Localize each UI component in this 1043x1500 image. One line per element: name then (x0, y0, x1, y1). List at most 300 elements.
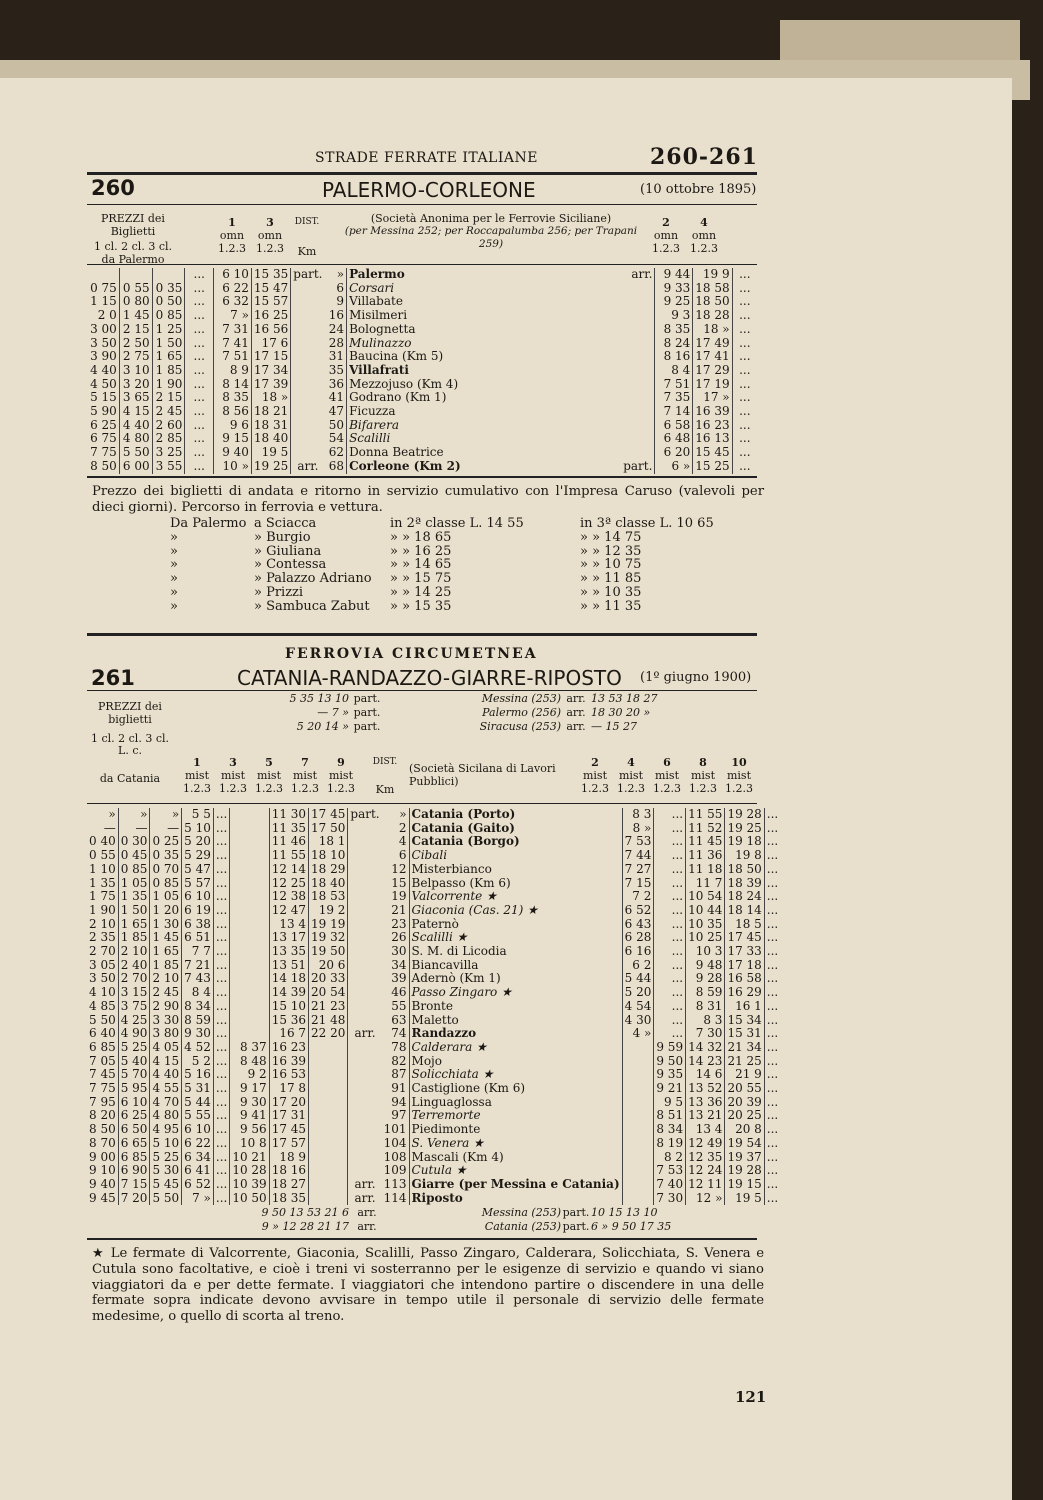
cell: 18 31 (251, 419, 290, 433)
cell: Catania (Porto) (409, 808, 622, 822)
cell: 15 (391, 875, 407, 890)
cell: 5 95 (118, 1082, 150, 1096)
cell (621, 446, 655, 460)
cell: 3 20 (119, 378, 152, 392)
cell (230, 822, 269, 836)
cell: 1 65 (150, 945, 182, 959)
table-row (87, 391, 757, 405)
table-row (87, 945, 780, 959)
cell: ... (213, 1192, 229, 1206)
cell: ... (185, 323, 214, 337)
cell: 7 95 (89, 1094, 116, 1109)
cell: ... (654, 986, 686, 1000)
timetable-260 (87, 172, 757, 472)
cell: 7 30 (654, 1192, 686, 1206)
cell: 13 52 (686, 1082, 725, 1096)
cell (348, 822, 382, 836)
cell (348, 945, 382, 959)
table-row (87, 1055, 780, 1069)
train-header: 10 mist 1.2.3 (725, 756, 753, 795)
cell: 9 6 (214, 419, 252, 433)
cell: 21 23 (309, 1000, 348, 1014)
cell (87, 268, 119, 282)
cell (152, 268, 185, 282)
cell: 7 44 (622, 849, 654, 863)
cell (309, 1041, 348, 1055)
cell: 10 54 (686, 890, 725, 904)
table-number: 261 (91, 666, 135, 690)
fare-list-260 (170, 517, 740, 614)
cell: ... (654, 931, 686, 945)
cell: 0 85 (150, 877, 182, 891)
fare-field: » (170, 571, 178, 587)
connections-bottom (179, 1206, 757, 1234)
cell (230, 1027, 269, 1041)
cell: — (150, 822, 182, 836)
cell: 15 35 (251, 268, 290, 282)
connection-field: arr. (566, 720, 586, 733)
cell: 5 2 (182, 1055, 214, 1069)
cell: 17 41 (693, 350, 732, 364)
cell: 21 48 (309, 1014, 348, 1028)
connection-field: 9 » 12 28 21 17 (261, 1220, 349, 1233)
cell: ... (764, 822, 780, 836)
cell: 19 8 (725, 849, 764, 863)
cell: 50 (328, 417, 345, 432)
train-1-header: 1 omn 1.2.3 (218, 216, 246, 255)
cell (621, 337, 655, 351)
cell: 2 35 (89, 930, 116, 945)
cell: 14 23 (686, 1055, 725, 1069)
cell: ... (654, 904, 686, 918)
cell: 2 85 (152, 432, 185, 446)
cell: 14 6 (686, 1068, 725, 1082)
cell: Corleone (Km 2) (347, 460, 622, 474)
fare-field: » (170, 543, 178, 559)
fare-field: » » 16 25 (390, 543, 452, 559)
cell (348, 972, 382, 986)
cell: 10 8 (230, 1137, 269, 1151)
cell (291, 432, 325, 446)
cell: 9 48 (686, 959, 725, 973)
cell: ... (654, 1027, 686, 1041)
cell: ... (764, 1055, 780, 1069)
cell: 6 28 (622, 931, 654, 945)
cell (348, 863, 382, 877)
cell (119, 268, 152, 282)
cell: 28 (328, 335, 345, 350)
cell: 10 44 (686, 904, 725, 918)
cell: 4 25 (118, 1014, 150, 1028)
cell: 8 9 (214, 364, 252, 378)
cell: 12 24 (686, 1164, 725, 1178)
cell: 2 (398, 820, 407, 835)
cell: 17 29 (693, 364, 732, 378)
fare-field: » » 12 35 (580, 543, 642, 559)
cell: 16 39 (269, 1055, 308, 1069)
connection-field: 13 53 18 27 (591, 692, 658, 705)
cell: 0 80 (119, 295, 152, 309)
fare-field: » » 14 25 (390, 584, 452, 600)
cell: ... (185, 391, 214, 405)
cell: 5 30 (150, 1164, 182, 1178)
table-title: CATANIA-RANDAZZO-GIARRE-RIPOSTO (237, 666, 622, 690)
cell: 14 18 (269, 972, 308, 986)
cell: 1 50 (118, 904, 150, 918)
cell: 11 55 (269, 849, 308, 863)
cell: Palermo (347, 268, 622, 282)
cell: — (103, 820, 116, 835)
cell: 1 65 (118, 918, 150, 932)
cell: 8 59 (182, 1014, 214, 1028)
cell: 18 » (251, 391, 290, 405)
cell: ... (185, 350, 214, 364)
cell: ... (764, 1164, 780, 1178)
cell: ... (185, 337, 214, 351)
fare-field: Da Palermo (170, 516, 247, 531)
cell: Mojo (409, 1055, 622, 1069)
table-row (87, 849, 780, 863)
table-date: (10 ottobre 1895) (640, 182, 757, 197)
cell: 6 51 (182, 931, 214, 945)
cell: 0 45 (118, 849, 150, 863)
cell: 1 90 (152, 378, 185, 392)
table-row (87, 1027, 780, 1041)
cell: 4 10 (89, 985, 116, 1000)
table-row (87, 432, 757, 446)
cell: » (336, 267, 345, 281)
cell: 17 20 (269, 1096, 308, 1110)
table-row (87, 309, 757, 323)
cell: 1 25 (152, 323, 185, 337)
cell: ... (764, 986, 780, 1000)
cell: 13 35 (269, 945, 308, 959)
cell (230, 972, 269, 986)
cell: 19 28 (725, 808, 764, 822)
cell: Godrano (Km 1) (347, 391, 622, 405)
cell: 6 43 (622, 918, 654, 932)
cell: 0 35 (150, 849, 182, 863)
cell (230, 986, 269, 1000)
cell (348, 1082, 382, 1096)
fare-field: » Prizzi (254, 584, 304, 600)
cell (291, 378, 325, 392)
table-row (87, 1137, 780, 1151)
cell: ... (213, 918, 229, 932)
cell: 10 50 (230, 1192, 269, 1206)
cell: Mulinazzo (347, 337, 622, 351)
cell: 16 58 (725, 972, 764, 986)
cell: 21 9 (725, 1068, 764, 1082)
cell: 9 (336, 294, 345, 309)
cell: ... (654, 808, 686, 822)
cell: 18 28 (693, 309, 732, 323)
cell: 9 15 (214, 432, 252, 446)
train-header: 6 mist 1.2.3 (653, 756, 681, 795)
cell: 17 33 (725, 945, 764, 959)
connection-field: arr. (357, 1220, 377, 1233)
cell: 2 45 (152, 405, 185, 419)
cell: ... (764, 863, 780, 877)
cell (622, 1109, 654, 1123)
train-header: 1 mist 1.2.3 (183, 756, 211, 795)
cell (309, 1123, 348, 1137)
table-row (87, 822, 780, 836)
table-row (87, 1123, 780, 1137)
cell: ... (764, 1178, 780, 1192)
cell: 41 (328, 390, 345, 405)
cell: 18 53 (309, 890, 348, 904)
cell: 18 35 (269, 1192, 308, 1206)
cell: ... (213, 986, 229, 1000)
cell: 17 45 (725, 931, 764, 945)
cell: 16 7 (269, 1027, 308, 1041)
cell: 1 35 (118, 890, 150, 904)
cell (622, 1192, 654, 1206)
cell: ... (764, 1192, 780, 1206)
cell: 12 38 (269, 890, 308, 904)
cell (230, 808, 269, 822)
connection-field: part. (562, 1220, 590, 1233)
cell: 4 54 (622, 1000, 654, 1014)
cell: ... (654, 890, 686, 904)
cell: 16 (328, 308, 345, 323)
cell: Randazzo (409, 1027, 622, 1041)
cell: 91 (391, 1081, 407, 1096)
cell: ... (213, 1096, 229, 1110)
cell (621, 323, 655, 337)
cell: 15 36 (269, 1014, 308, 1028)
table-row (87, 1178, 780, 1192)
cell: ... (185, 460, 214, 474)
table-row (87, 972, 780, 986)
cell (622, 1096, 654, 1110)
cell: 17 45 (309, 808, 348, 822)
cell (622, 1151, 654, 1165)
fare-field: » Contessa (254, 557, 327, 573)
cell: » (399, 807, 407, 821)
cell: ... (732, 432, 757, 446)
cell (348, 1041, 382, 1055)
fare-field: » » 15 75 (390, 571, 452, 587)
cell: 2 0 (97, 308, 117, 323)
prezzi-header: PREZZI dei Biglietti (101, 212, 165, 238)
table-row (87, 1014, 780, 1028)
cell: 16 23 (693, 419, 732, 433)
cell: ... (213, 808, 229, 822)
cell (309, 1137, 348, 1151)
cell: 16 29 (725, 986, 764, 1000)
connection-field: part. (353, 706, 381, 719)
cell: 3 25 (152, 446, 185, 460)
cell: 0 30 (118, 835, 150, 849)
cell: 3 05 (89, 957, 116, 972)
cell: 2 60 (152, 419, 185, 433)
class-header (87, 240, 179, 253)
cell (348, 986, 382, 1000)
table-row (87, 419, 757, 433)
cell: 9 41 (230, 1109, 269, 1123)
cell: ... (213, 1178, 229, 1192)
cell: Bronte (409, 1000, 622, 1014)
cell: 7 30 (686, 1027, 725, 1041)
table-row (87, 1151, 780, 1165)
cell: 10 » (214, 460, 252, 474)
cell (348, 1137, 382, 1151)
cell: 14 32 (686, 1041, 725, 1055)
cell: 8 48 (230, 1055, 269, 1069)
cell: ... (185, 268, 214, 282)
cell (348, 1123, 382, 1137)
cell (230, 877, 269, 891)
cell: 6 10 (214, 268, 252, 282)
cell: Castiglione (Km 6) (409, 1082, 622, 1096)
cell: Catania (Borgo) (409, 835, 622, 849)
cell: 19 18 (725, 835, 764, 849)
cell: ... (213, 1068, 229, 1082)
cell: 20 39 (725, 1096, 764, 1110)
cell: 12 (391, 861, 407, 876)
cell: 3 15 (118, 986, 150, 1000)
cell (348, 1109, 382, 1123)
table-row (87, 808, 780, 822)
cell: 7 43 (182, 972, 214, 986)
connection-line (179, 720, 757, 734)
cell: 2 10 (118, 945, 150, 959)
cell: ... (764, 1041, 780, 1055)
cell: ... (764, 835, 780, 849)
cell: 10 25 (686, 931, 725, 945)
cell (622, 1068, 654, 1082)
cell: 6 48 (655, 432, 693, 446)
cell (309, 1192, 348, 1206)
cell: 16 1 (725, 1000, 764, 1014)
da-label: da Palermo (101, 253, 165, 266)
cell: ... (213, 1027, 229, 1041)
cell: 9 5 (654, 1096, 686, 1110)
cell: 17 39 (251, 378, 290, 392)
cell: 5 47 (182, 863, 214, 877)
cell: ... (764, 877, 780, 891)
fare-line (170, 531, 740, 545)
table-row (87, 863, 780, 877)
cell: 8 4 (182, 986, 214, 1000)
cell: 10 3 (686, 945, 725, 959)
cell: 6 38 (182, 918, 214, 932)
table-row (87, 835, 780, 849)
cell: 17 45 (269, 1123, 308, 1137)
cell: 4 30 (622, 1014, 654, 1028)
fare-line (170, 558, 740, 572)
cell: 7 » (214, 309, 252, 323)
cell (348, 1068, 382, 1082)
cell: ... (654, 863, 686, 877)
cell: 36 (328, 376, 345, 391)
cell (348, 1055, 382, 1069)
cell: 7 21 (182, 959, 214, 973)
cell: Scalilli (347, 432, 622, 446)
cell (622, 1178, 654, 1192)
units: L. c. (118, 744, 142, 757)
cell: 6 00 (119, 460, 152, 474)
cell: 1 75 (89, 889, 116, 904)
connection-field: Siracusa (253) (479, 720, 561, 733)
cell: ... (185, 364, 214, 378)
cell: Calderara ★ (409, 1041, 622, 1055)
cell: ... (654, 1014, 686, 1028)
cell: Catania (Gaito) (409, 822, 622, 836)
cell: 2 15 (152, 391, 185, 405)
cell: 19 2 (309, 904, 348, 918)
cell (309, 1082, 348, 1096)
cell: 9 17 (230, 1082, 269, 1096)
cell: Giarre (per Messina e Catania) (409, 1178, 622, 1192)
cell (348, 904, 382, 918)
table-row (87, 1096, 780, 1110)
cell: 6 65 (118, 1137, 150, 1151)
cell: 2 10 (89, 916, 116, 931)
cell (622, 1055, 654, 1069)
cell (621, 309, 655, 323)
fare-field: » » 14 65 (390, 557, 452, 573)
cell: 8 2 (654, 1151, 686, 1165)
cell: 8 19 (654, 1137, 686, 1151)
cell: 12 35 (686, 1151, 725, 1165)
cell: 4 90 (118, 1027, 150, 1041)
cell: 7 15 (622, 877, 654, 891)
cell: Mezzojuso (Km 4) (347, 378, 622, 392)
cell: 1 35 (89, 875, 116, 890)
cell (348, 959, 382, 973)
cell (621, 432, 655, 446)
cell: 16 25 (251, 309, 290, 323)
cell: 6 58 (655, 419, 693, 433)
cell: 10 39 (230, 1178, 269, 1192)
railway-name: FERROVIA CIRCUMETNEA (285, 646, 538, 662)
cell: 5 10 (150, 1137, 182, 1151)
cell: 4 80 (150, 1109, 182, 1123)
connection-field: arr. (566, 706, 586, 719)
cell: 16 56 (251, 323, 290, 337)
cell: 9 30 (182, 1027, 214, 1041)
cell: Misterbianco (409, 863, 622, 877)
cell: 6 34 (182, 1151, 214, 1165)
cell: 19 (391, 889, 407, 904)
cell: 6 40 (89, 1026, 116, 1041)
cell: ... (764, 1109, 780, 1123)
cell: ... (764, 972, 780, 986)
cell: 1 05 (150, 890, 182, 904)
cell: » (118, 808, 150, 822)
cell: 6 10 (182, 1123, 214, 1137)
cell: ... (764, 1014, 780, 1028)
cell: ... (732, 405, 757, 419)
cell: Paternò (409, 918, 622, 932)
table-row (87, 1082, 780, 1096)
cell: ... (764, 1096, 780, 1110)
cell: 8 34 (182, 1000, 214, 1014)
cell: 6 50 (118, 1123, 150, 1137)
cell (348, 1151, 382, 1165)
cell: 5 50 (119, 446, 152, 460)
cell: 1 15 (90, 294, 117, 309)
cell: ... (213, 890, 229, 904)
cell: 3 00 (90, 321, 117, 336)
cell: Belpasso (Km 6) (409, 877, 622, 891)
cell: Passo Zingaro ★ (409, 986, 622, 1000)
cell: 17 49 (693, 337, 732, 351)
cell: 62 (328, 445, 345, 460)
